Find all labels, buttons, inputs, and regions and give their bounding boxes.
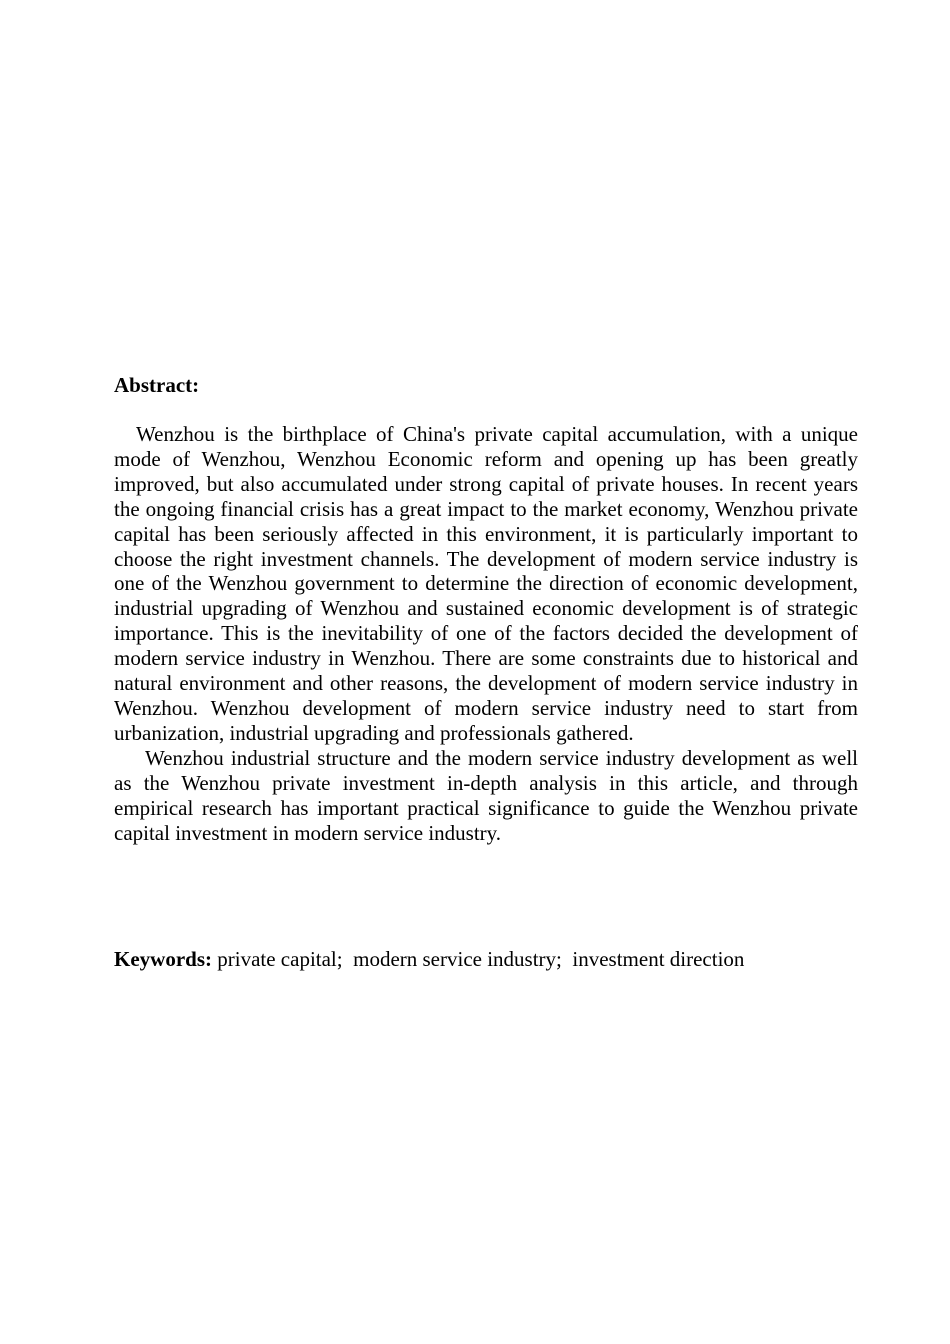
abstract-body: [114, 422, 858, 845]
keywords-label: Keywords:: [114, 947, 212, 971]
keywords-line: [114, 946, 858, 972]
abstract-heading: Abstract:: [114, 373, 200, 397]
abstract-paragraph-2: Wenzhou industrial structure and the modern service industry development as well as the Wenzhou private investment in-depth analysis in this article, and through empirical research has important practical significance to guide the Wenzhou private capital investment in modern service industry.: [114, 745, 858, 845]
keywords-text: private capital; modern service industry; investment direction: [212, 947, 745, 971]
abstract-section: [114, 372, 858, 845]
abstract-paragraph-1: Wenzhou is the birthplace of China's private capital accumulation, with a unique mode of Wenzhou, Wenzhou Economic reform and opening up has been greatly improved, but also accumulated under strong capital of private houses. In recent years the ongoing financial crisis has a great impact to the market economy, Wenzhou private capital has been seriously affected in this environment, it is particularly important to choose the right investment channels. The development of modern service industry is one of the Wenzhou government to determine the direction of economic development, industrial upgrading of Wenzhou and sustained economic development is of strategic importance. This is the inevitability of one of the factors decided the development of modern service industry in Wenzhou. There are some constraints due to historical and natural environment and other reasons, the development of modern service industry in Wenzhou. Wenzhou development of modern service industry need to start from urbanization, industrial upgrading and professionals gathered.: [114, 422, 858, 745]
